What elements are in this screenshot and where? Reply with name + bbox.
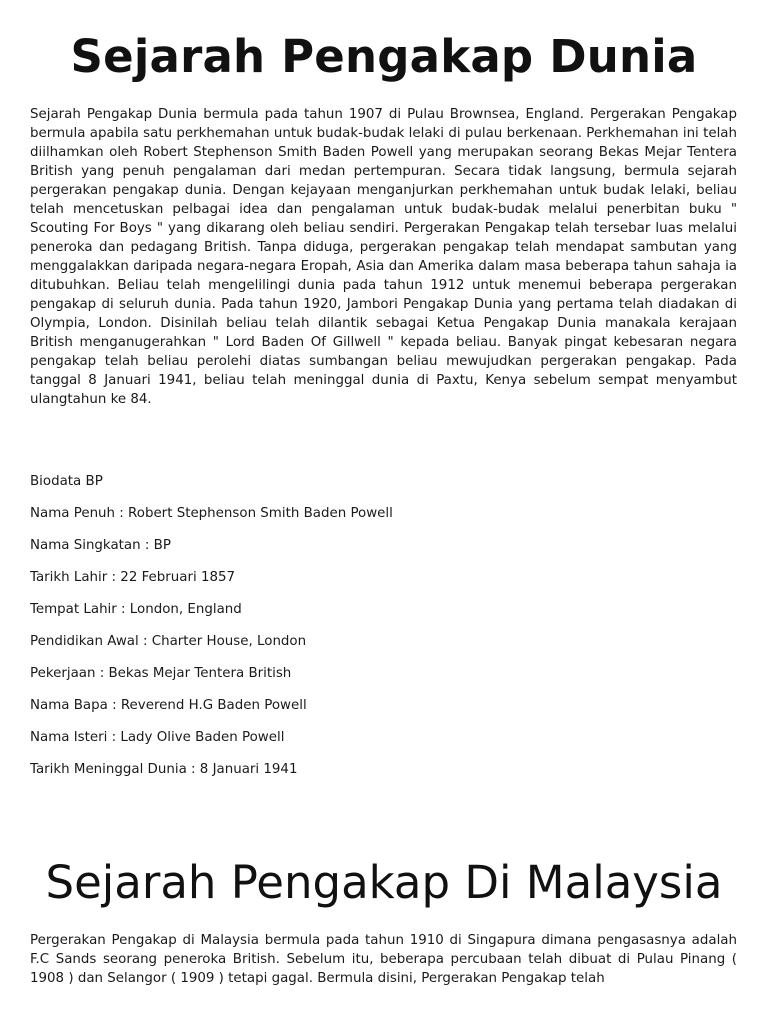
- biodata-item: Tempat Lahir : London, England: [30, 602, 242, 617]
- malaysia-paragraph: Pergerakan Pengakap di Malaysia bermula pada tahun 1910 di Singapura dimana pengasasnya adalah F.C Sands seorang peneroka British. Sebelum itu, beberapa percubaan telah dibuat di Pulau Pinang ( 1908 ) dan Selangor ( 1909 ) tetapi gagal. Bermula disini, Pergerakan Pengakap telah: [30, 933, 737, 986]
- biodata-item: Pekerjaan : Bekas Mejar Tentera British: [30, 666, 292, 681]
- biodata-item: Nama Singkatan : BP: [30, 538, 171, 553]
- biodata-item: Nama Bapa : Reverend H.G Baden Powell: [30, 698, 307, 713]
- history-paragraph: Sejarah Pengakap Dunia bermula pada tahun 1907 di Pulau Brownsea, England. Pergerakan Pengakap bermula apabila satu perkhemahan untuk budak-budak lelaki di pulau berkenaan. Perkhemahan ini telah diilhamkan oleh Robert Stephenson Smith Baden Powell yang merupakan seorang Bekas Mejar Tentera British yang penuh pengalaman dari medan pertempuran. Secara tidak langsung, bermula sejarah pergerakan pengakap dunia. Dengan kejayaan menganjurkan perkhemahan untuk budak lelaki, beliau telah mencetuskan pelbagai idea dan pengalaman untuk budak-budak melalui penerbitan buku " Scouting For Boys " yang dikarang oleh beliau sendiri. Pergerakan Pengakap telah tersebar luas melalui peneroka dan pedagang British. Tanpa diduga, pergerakan pengakap telah mendapat sambutan yang menggalakkan daripada negara-negara Eropah, Asia dan Amerika dalam masa beberapa tahun sahaja ia ditubuhkan. Beliau telah mengelilingi dunia pada tahun 1912 untuk menemui beberapa pergerakan pengakap di seluruh dunia. Pada tahun 1920, Jambori Pengakap Dunia yang pertama telah diadakan di Olympia, London. Disinilah beliau telah dilantik sebagai Ketua Pengakap Dunia manakala kerajaan British menganugerahkan " Lord Baden Of Gillwell " kepada beliau. Banyak pingat kebesaran negara pengakap telah beliau perolehi diatas sumbangan beliau mewujudkan pergerakan pengakap. Pada tanggal 8 Januari 1941, beliau telah meninggal dunia di Paxtu, Kenya sebelum sempat menyambut ulangtahun ke 84.: [30, 107, 737, 407]
- biodata-item: Tarikh Lahir : 22 Februari 1857: [30, 570, 236, 585]
- biodata-heading: Biodata BP: [30, 474, 103, 489]
- section-title-malaysia: Sejarah Pengakap Di Malaysia: [45, 856, 723, 909]
- biodata-item: Nama Penuh : Robert Stephenson Smith Baden Powell: [30, 506, 393, 521]
- biodata-item: Pendidikan Awal : Charter House, London: [30, 634, 307, 649]
- page-title: Sejarah Pengakap Dunia: [70, 30, 698, 83]
- biodata-item: Nama Isteri : Lady Olive Baden Powell: [30, 730, 285, 745]
- biodata-list: [30, 472, 737, 792]
- biodata-item: Tarikh Meninggal Dunia : 8 Januari 1941: [30, 762, 298, 777]
